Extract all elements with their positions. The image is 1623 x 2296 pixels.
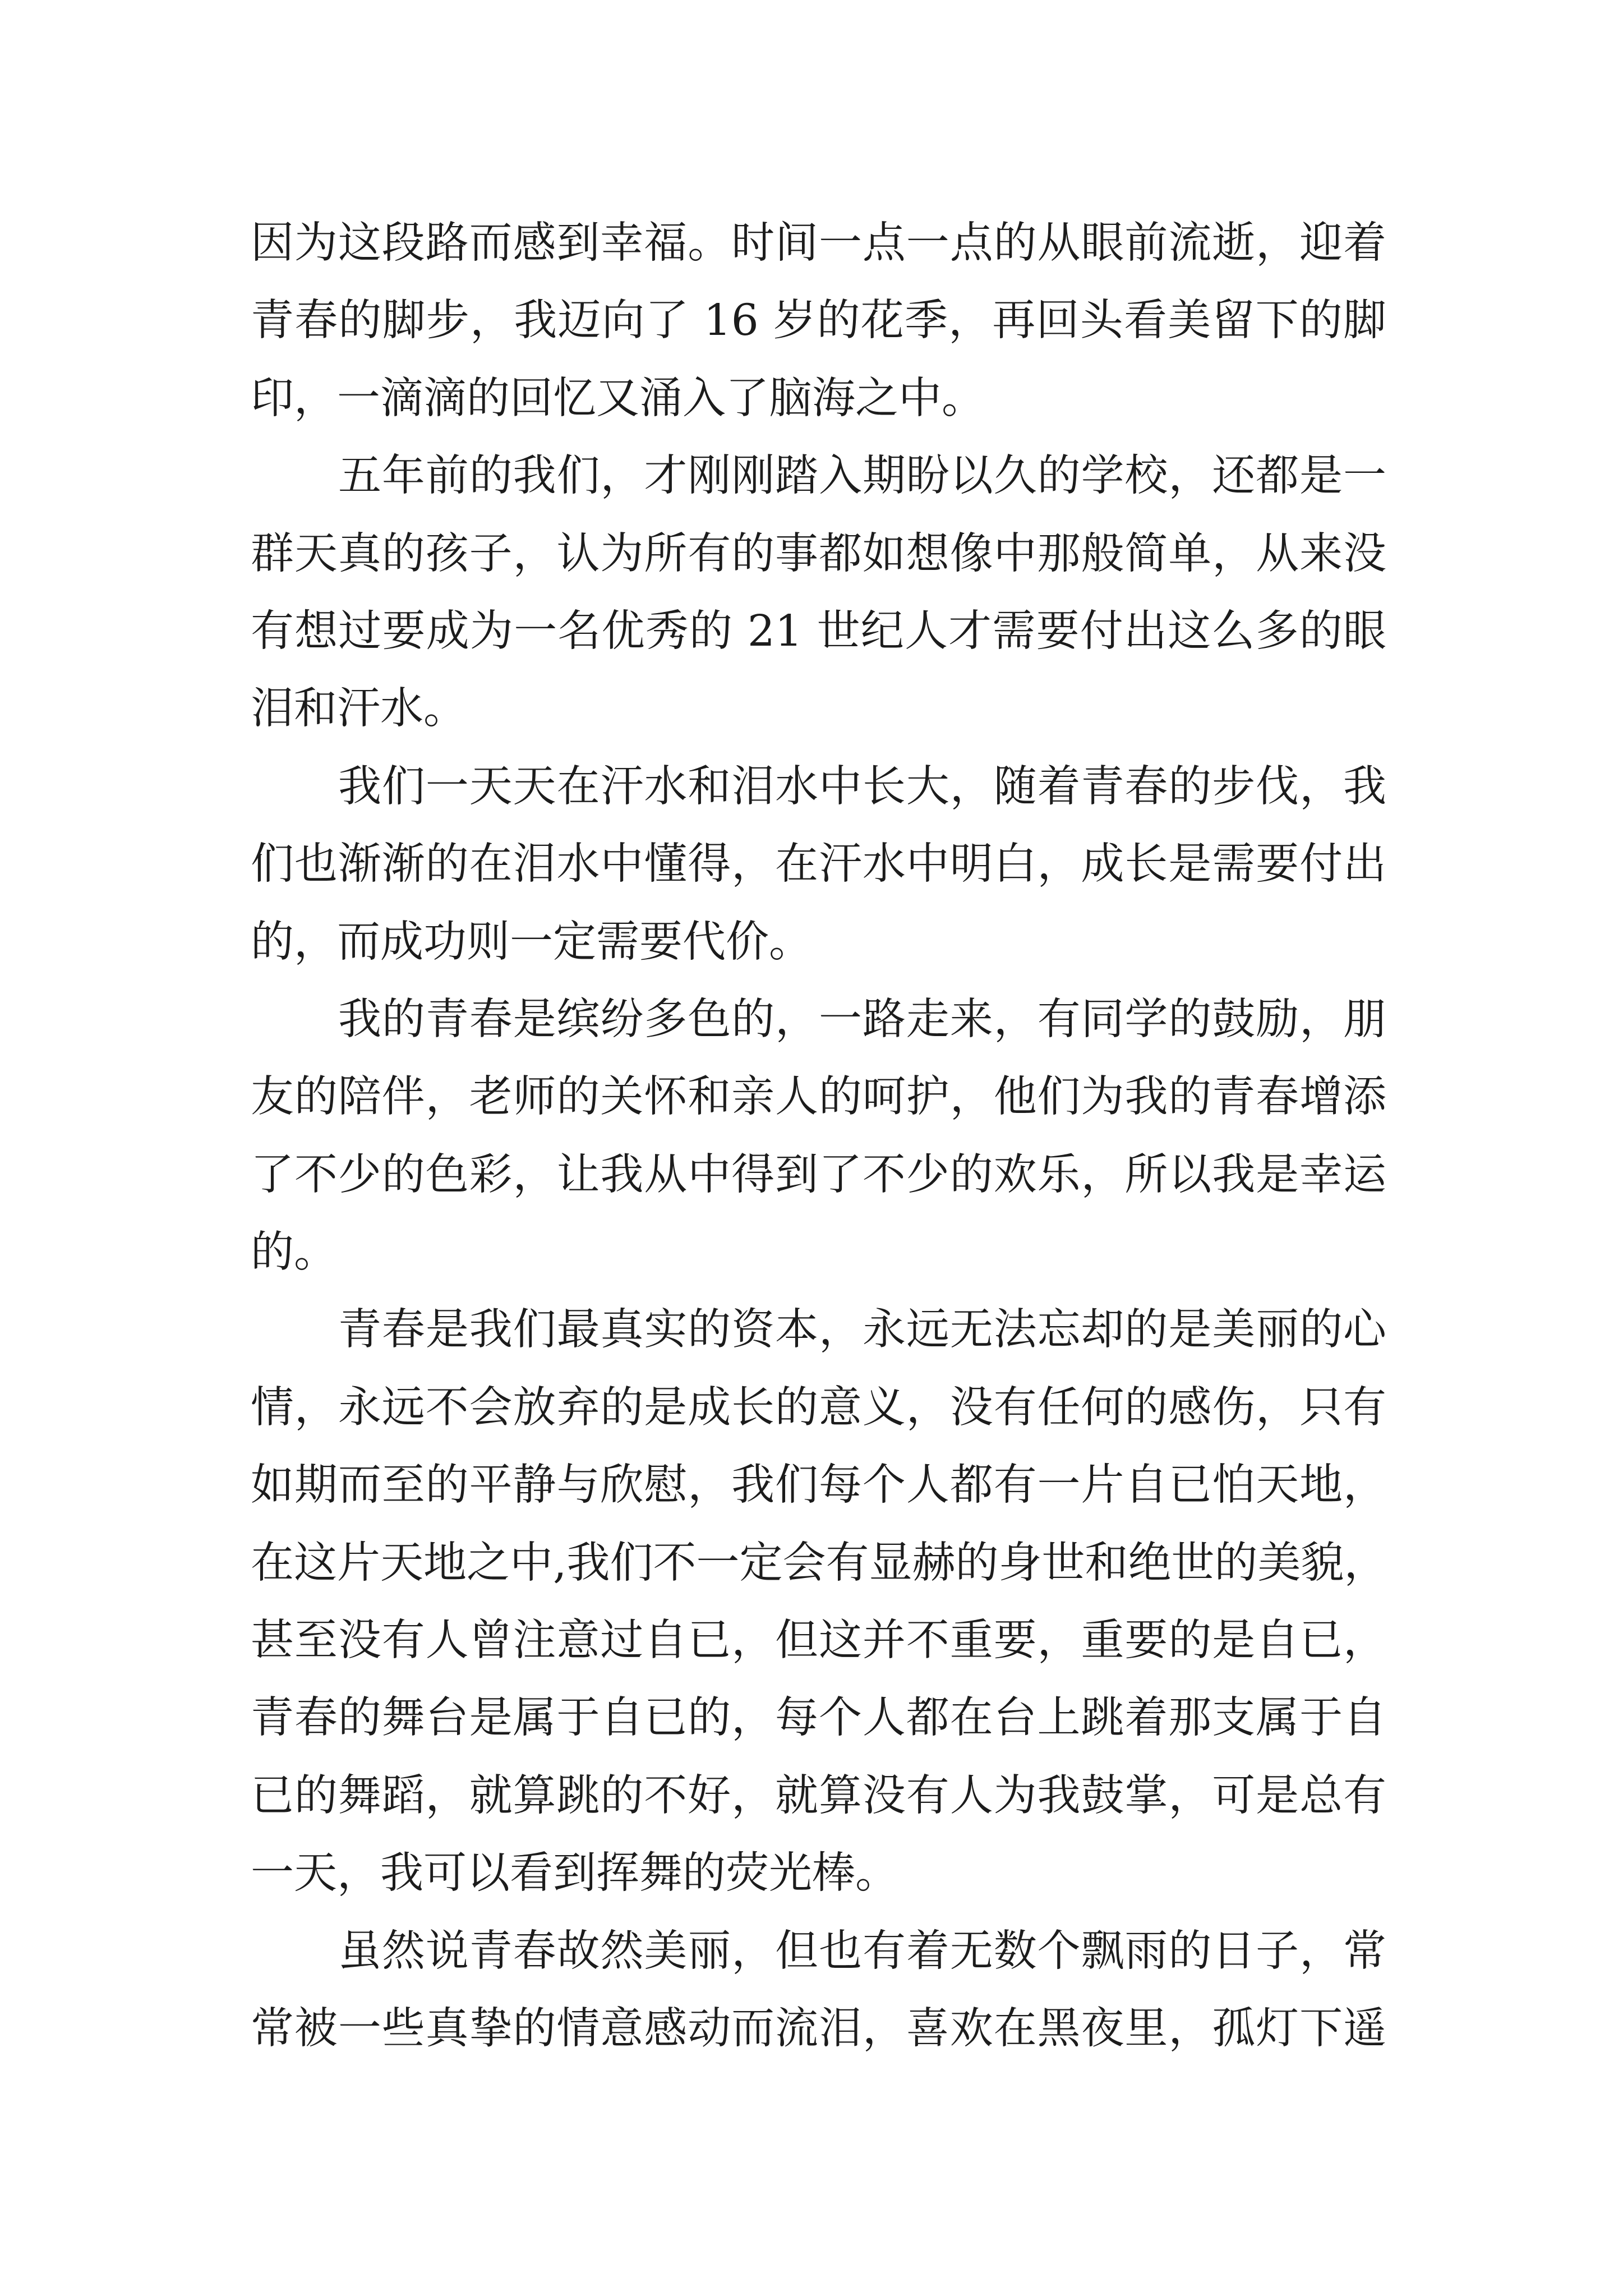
text-line: 的，而成功则一定需要代价。 (251, 917, 812, 967)
text-line: 一天，我可以看到挥舞的荧光棒。 (251, 1848, 898, 1899)
text-line: 青春的脚步，我迈向了 16 岁的花季，再回头看美留下的脚 (251, 296, 1386, 346)
paragraph-5 (251, 1291, 1386, 1912)
text-line: 五年前的我们，才刚刚踏入期盼以久的学校，还都是一 (338, 451, 1386, 501)
text-line: 在这片天地之中,我们不一定会有显赫的身世和绝世的美貌， (251, 1538, 1387, 1588)
paragraph-4 (251, 981, 1386, 1292)
text-line: 有想过要成为一名优秀的 21 世纪人才需要付出这么多的眼 (251, 606, 1386, 656)
text-line: 了不少的色彩，让我从中得到了不少的欢乐，所以我是幸运 (251, 1149, 1386, 1200)
text-line: 青春是我们最真实的资本，永远无法忘却的是美丽的心 (338, 1305, 1386, 1355)
paragraph-3 (251, 748, 1386, 981)
text-line: 常被一些真挚的情意感动而流泪，喜欢在黑夜里，孤灯下遥 (251, 2003, 1386, 2054)
text-line: 群天真的孩子，认为所有的事都如想像中那般简单，从来没 (251, 528, 1386, 579)
text-line: 我们一天天在汗水和泪水中长大，随着青春的步伐，我 (338, 761, 1386, 812)
text-line: 情，永远不会放弃的是成长的意义，没有任何的感伤，只有 (251, 1382, 1386, 1433)
text-line: 已的舞蹈，就算跳的不好，就算没有人为我鼓掌，可是总有 (251, 1770, 1386, 1821)
text-line: 印，一滴滴的回忆又涌入了脑海之中。 (251, 373, 985, 424)
text-line: 因为这段路而感到幸福。时间一点一点的从眼前流逝，迎着 (251, 218, 1386, 268)
paragraph-1 (251, 205, 1386, 438)
text-line: 的。 (251, 1227, 337, 1278)
text-line: 如期而至的平静与欣慰，我们每个人都有一片自已怕天地， (251, 1460, 1386, 1511)
text-line: 青春的舞台是属于自已的，每个人都在台上跳着那支属于自 (251, 1693, 1386, 1743)
body-text (251, 205, 1386, 2068)
text-line: 甚至没有人曾注意过自已，但这并不重要，重要的是自已， (251, 1616, 1386, 1666)
text-line: 们也渐渐的在泪水中懂得，在汗水中明白，成长是需要付出 (251, 839, 1386, 890)
text-line: 泪和汗水。 (251, 684, 467, 734)
text-line: 我的青春是缤纷多色的，一路走来，有同学的鼓励，朋 (338, 994, 1386, 1045)
text-line: 虽然说青春故然美丽，但也有着无数个飘雨的日子，常 (338, 1926, 1386, 1976)
paragraph-2 (251, 438, 1386, 748)
paragraph-6 (251, 1913, 1386, 2068)
text-line: 友的陪伴，老师的关怀和亲人的呵护，他们为我的青春增添 (251, 1072, 1386, 1122)
